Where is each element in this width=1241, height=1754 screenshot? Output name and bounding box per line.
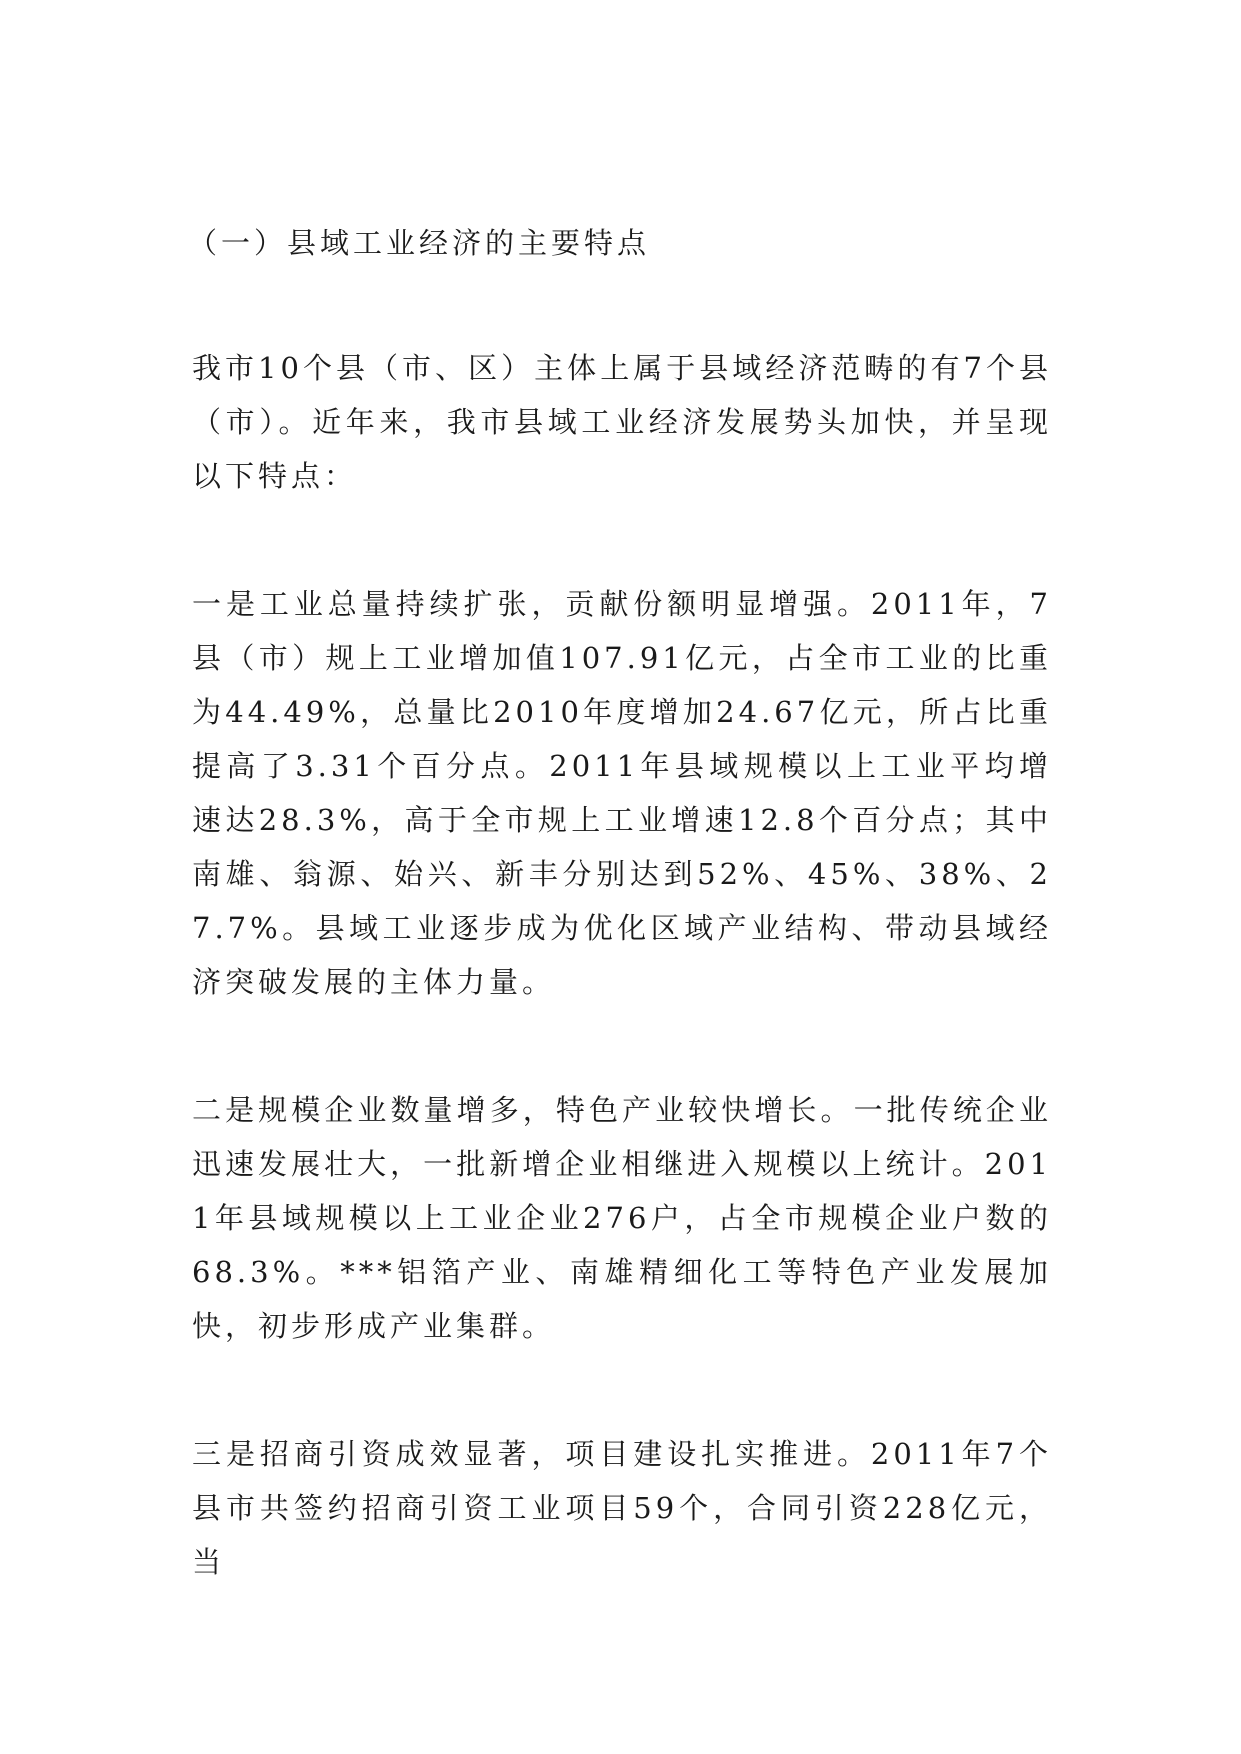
paragraph-point-one: 一是工业总量持续扩张，贡献份额明显增强。2011年，7县（市）规上工业增加值107.91亿元，占全市工业的比重为44.49%，总量比2010年度增加24.67亿元，所占比重提高了3.31个百分点。2011年县域规模以上工业平均增速达28.3%，高于全市规上工业增速12.8个百分点；其中南雄、翁源、始兴、新丰分别达到52%、45%、38%、27.7%。县域工业逐步成为优化区域产业结构、带动县域经济突破发展的主体力量。 (192, 587, 1052, 999)
section-heading: （一）县域工业经济的主要特点 (188, 226, 651, 260)
paragraph-intro: 我市10个县（市、区）主体上属于县域经济范畴的有7个县（市）。近年来，我市县域工业经济发展势头加快，并呈现以下特点： (192, 351, 1052, 493)
paragraph-point-two: 二是规模企业数量增多，特色产业较快增长。一批传统企业迅速发展壮大，一批新增企业相继进入规模以上统计。2011年县域规模以上工业企业276户，占全市规模企业户数的68.3%。***铝箔产业、南雄精细化工等特色产业发展加快，初步形成产业集群。 (192, 1093, 1052, 1343)
paragraph-point-three: 三是招商引资成效显著，项目建设扎实推进。2011年7个县市共签约招商引资工业项目59个，合同引资228亿元，当 (192, 1437, 1052, 1579)
document-body (188, 221, 1052, 1663)
